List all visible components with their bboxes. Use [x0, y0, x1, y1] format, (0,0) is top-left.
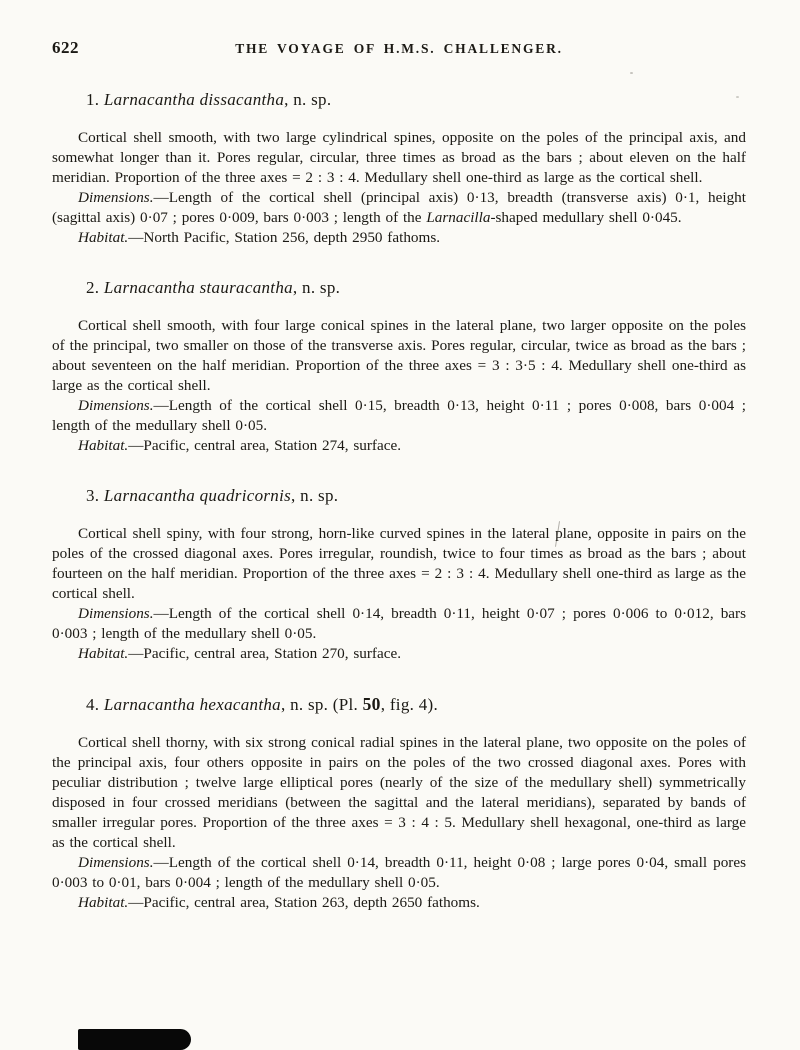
- text-run: —Length of the cortical shell 0·15, breadth 0·13, height 0·11 ; pores 0·008, bars 0·004 ; length of the medullary shell 0·05.: [52, 397, 746, 434]
- running-title: THE VOYAGE OF H.M.S. CHALLENGER.: [235, 41, 563, 56]
- italic-text: Habitat.: [78, 229, 129, 246]
- italic-text: Dimensions.: [78, 854, 154, 871]
- text-run: 2.: [86, 278, 104, 297]
- paragraph: [52, 524, 746, 604]
- paragraph: [52, 228, 746, 248]
- text-run: Cortical shell spiny, with four strong, horn-like curved spines in the lateral plane, opposite in pairs on the poles of the crossed diagonal axes. Pores irregular, roundish, twice to four times as broad as the bars ; about fourteen on the half meridian. Proportion of the three axes = 2 : 3 : 4. Medullary shell one-third as large as the cortical shell.: [52, 525, 746, 602]
- italic-text: Larnacantha hexacantha: [103, 695, 281, 714]
- bold-text: 50: [362, 694, 381, 714]
- page-header: [52, 38, 746, 60]
- italic-text: Habitat.: [78, 645, 129, 662]
- page-number: 622: [52, 38, 79, 57]
- text-run: —Length of the cortical shell (principal axis) 0·13, breadth (transverse axis) 0·1, height (sagittal axis) 0·07 ; pores 0·009, bars 0·003 ; length of the: [52, 189, 746, 226]
- text-run: —Pacific, central area, Station 263, depth 2650 fathoms.: [128, 894, 480, 911]
- text-run: —Pacific, central area, Station 270, surface.: [128, 645, 401, 662]
- scan-artifact-bar: [78, 1029, 191, 1050]
- italic-text: Larnacantha quadricornis: [103, 486, 292, 505]
- italic-text: Larnacilla: [426, 209, 491, 226]
- italic-text: Dimensions.: [78, 605, 154, 622]
- text-run: Cortical shell thorny, with six strong conical radial spines in the lateral plane, two opposite on the poles of the principal axis, four others opposite in pairs on the poles of the two crossed diagonal axes. Pores with peculiar distribution ; twelve large elliptical pores (nearly of the size of the medullary shell) symmetrically disposed in four crossed meridians (between the sagittal and the lateral meridians), separated by bands of smaller irregular pores. Proportion of the three axes = 3 : 4 : 5. Medullary shell hexagonal, one-third as large as the cortical shell.: [52, 734, 746, 851]
- species-heading: [86, 694, 746, 715]
- paragraph: [52, 188, 746, 228]
- text-run: 3.: [86, 486, 104, 505]
- italic-text: Habitat.: [78, 437, 129, 454]
- italic-text: Larnacantha dissacantha: [103, 90, 285, 109]
- species-section: [52, 90, 746, 248]
- text-run: —Pacific, central area, Station 274, surface.: [128, 437, 401, 454]
- text-run: Cortical shell smooth, with two large cylindrical spines, opposite on the poles of the principal axis, and somewhat longer than it. Pores regular, circular, three times as broad as the bars ; about eleven on the half meridian. Proportion of the three axes = 2 : 3 : 4. Medullary shell one-third as large as the cortical shell.: [52, 129, 746, 186]
- text-run: , n. sp.: [292, 278, 341, 297]
- text-run: -shaped medullary shell 0·045.: [490, 209, 682, 226]
- species-section: [52, 486, 746, 664]
- paragraph: [52, 853, 746, 893]
- italic-text: Dimensions.: [78, 397, 154, 414]
- text-run: Cortical shell smooth, with four large conical spines in the lateral plane, two larger opposite on the poles of the principal, two smaller on those of the transverse axis. Pores regular, circular, twice as broad as the bars ; about seventeen on the half meridian. Proportion of the three axes = 3 : 3·5 : 4. Medullary shell one-third as large as the cortical shell.: [52, 317, 746, 394]
- text-run: , n. sp.: [284, 90, 332, 109]
- text-run: 1.: [86, 90, 104, 109]
- paragraph: [52, 436, 746, 456]
- text-run: 4.: [86, 695, 104, 714]
- text-run: —Length of the cortical shell 0·14, breadth 0·11, height 0·08 ; large pores 0·04, small pores 0·003 to 0·01, bars 0·004 ; length of the medullary shell 0·05.: [52, 854, 746, 891]
- paragraph: [52, 644, 746, 664]
- italic-text: Dimensions.: [78, 189, 154, 206]
- text-run: —North Pacific, Station 256, depth 2950 fathoms.: [128, 229, 441, 246]
- italic-text: Habitat.: [78, 894, 129, 911]
- species-section: [52, 278, 746, 456]
- species-heading: [86, 486, 746, 506]
- text-run: —Length of the cortical shell 0·14, breadth 0·11, height 0·07 ; pores 0·006 to 0·012, bars 0·003 ; length of the medullary shell 0·05.: [52, 605, 746, 642]
- paragraph: [52, 604, 746, 644]
- sections-container: [52, 90, 746, 913]
- paragraph: [52, 396, 746, 436]
- text-run: , n. sp.: [291, 486, 339, 505]
- species-heading: [86, 90, 746, 110]
- scan-speck: [736, 96, 739, 98]
- paragraph: [52, 316, 746, 396]
- italic-text: Larnacantha stauracantha: [103, 278, 293, 297]
- species-section: [52, 694, 746, 913]
- paragraph: [52, 893, 746, 913]
- paragraph: [52, 733, 746, 853]
- species-heading: [86, 278, 746, 298]
- paragraph: [52, 128, 746, 188]
- text-run: , n. sp. (Pl.: [280, 695, 363, 714]
- scan-speck: [630, 72, 633, 74]
- text-run: , fig. 4).: [380, 695, 439, 714]
